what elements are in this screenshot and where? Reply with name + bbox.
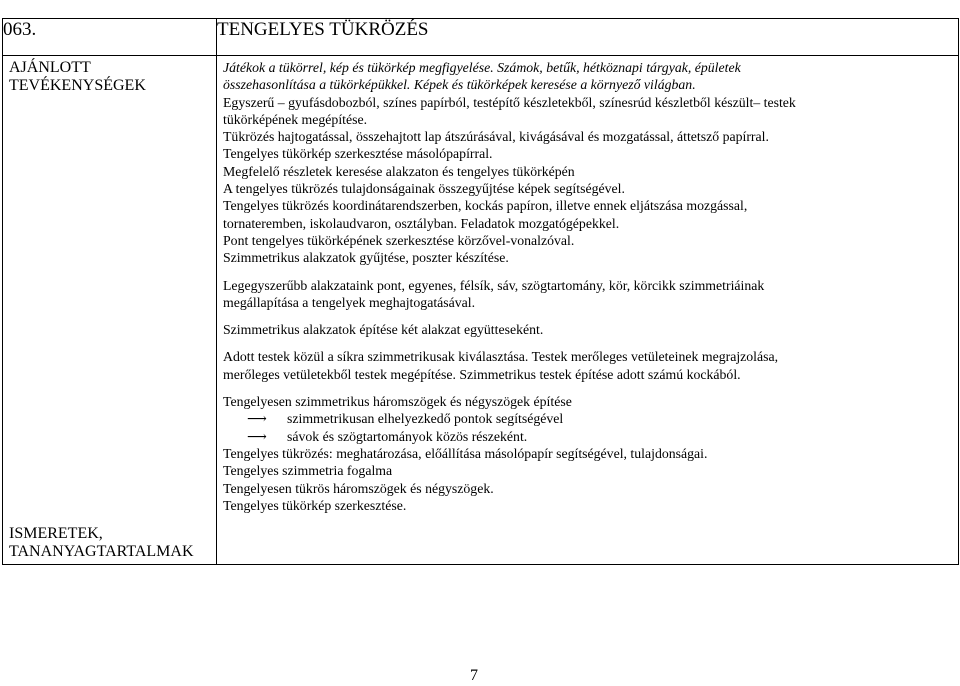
knowledge-label: ISMERETEK, TANANYAGTARTALMAK <box>9 525 194 560</box>
arrow-right-icon: ⟶ <box>247 428 267 444</box>
intro-italic: Játékok a tükörrel, kép és tükörkép megfigyelése. Számok, betűk, hétköznapi tárgyak, épületek összehasonlítása a tükörképükkel. Képek és tükörképek keresése a környező világban. <box>223 60 741 93</box>
section-title: TENGELYES TÜKRÖZÉS <box>217 19 959 56</box>
header-row <box>3 19 959 56</box>
knowledge-block: Tengelyes tükrözés: meghatározása, előállítása másolópapír segítségével, tulajdonságai. Tengelyes szimmetria fogalma Tengelyesen tükrös háromszögek és négyszögek. Tengelyes tükörkép szerkesztése. <box>223 445 708 513</box>
activity-block-5: Tengelyesen szimmetrikus háromszögek és négyszögek építése ⟶ szimmetrikusan elhelyezkedő pontok segítségével ⟶ sávok és szögtartományok közös részeként. <box>223 393 958 445</box>
list-item: ⟶ szimmetrikusan elhelyezkedő pontok segítségével <box>247 411 564 427</box>
label-column <box>3 56 217 565</box>
content-row <box>3 56 959 565</box>
activity-block-4: Adott testek közül a síkra szimmetrikusak kiválasztása. Testek merőleges vetületeinek megrajzolása, merőleges vetületekből testek megépítése. Szimmetrikus testek építése adott számú kockából. <box>223 349 779 382</box>
list-item: ⟶ sávok és szögtartományok közös részeként. <box>247 428 528 444</box>
page-number: 7 <box>470 667 478 684</box>
activity-block-1: Egyszerű – gyufásdobozból, színes papírból, testépítő készletekből, színesrúd készletből készült– testek tükörképének megépítése. Tükrözés hajtogatással, összehajtott lap átszúrásával, kivágásával és mozgatással, áttetsző papírral. Tengelyes tükörkép szerkesztése másolópapírral. Megfelelő részletek keresése alakzaton és tengelyes tükörképén A tengelyes tükrözés tulajdonságainak összegyűjtése képek segítségével. Tengelyes tükrözés koordinátarendszerben, kockás papíron, illetve ennek eljátszása mozgással, tornateremben, iskolaudvaron, osztályban. Feladatok mozgatógépekkel. Pont tengelyes tükörképének szerkesztése körzővel-vonalzóval. Szimmetrikus alakzatok gyűjtése, poszter készítése. <box>223 94 796 266</box>
curriculum-table <box>2 18 959 565</box>
arrow-right-icon: ⟶ <box>247 411 267 427</box>
section-number: 063. <box>3 19 217 56</box>
activity-block-3: Szimmetrikus alakzatok építése két alakzat együtteseként. <box>223 322 544 338</box>
activity-block-2: Legegyszerűbb alakzataink pont, egyenes, félsík, sáv, szögtartomány, kör, körcikk szimmetriáinak megállapítása a tengelyek meghajtogatásával. <box>223 277 765 310</box>
activities-label: AJÁNLOTT TEVÉKENYSÉGEK <box>9 59 146 94</box>
content-column <box>217 56 959 565</box>
